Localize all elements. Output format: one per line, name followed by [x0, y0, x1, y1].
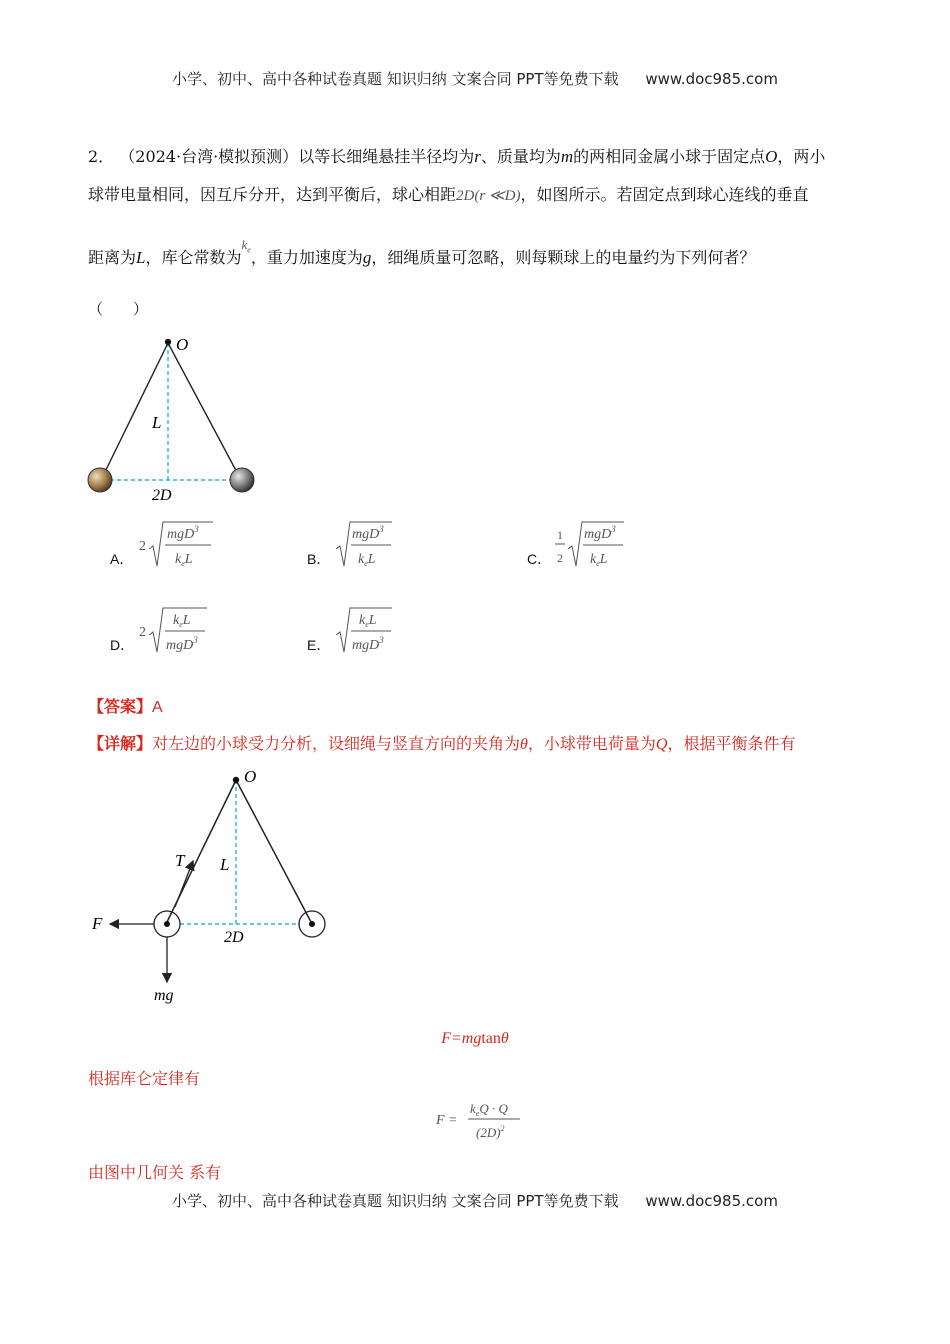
label-O: O	[244, 767, 257, 786]
question-text: 的两相同金属小球于固定点	[573, 147, 766, 166]
label-O: O	[176, 335, 189, 354]
question-line-2	[88, 184, 808, 207]
var-m: m	[560, 147, 574, 166]
question-text: 球带电量相同，因互斥分开，达到平衡后，球心相距	[88, 185, 457, 204]
option-d-formula[interactable]	[135, 604, 215, 659]
var-g: g	[362, 248, 372, 267]
detail-text: ，小球带电荷量为	[527, 734, 656, 753]
right-ball	[230, 468, 254, 492]
answer-value: A	[152, 699, 163, 716]
label-F: F	[92, 914, 103, 933]
svg-text:keL: $k_eL$	[358, 552, 376, 568]
header-site-link[interactable]: www.doc985.com	[645, 70, 778, 88]
answer-tag: 【答案】	[88, 697, 153, 716]
question-text: 距离为	[88, 248, 137, 267]
option-c-label[interactable]: C．	[527, 551, 552, 567]
label-mg: mg	[154, 987, 174, 1004]
svg-text:keQ · Q: $k_eQ \cdot Q$	[470, 1101, 508, 1118]
detail-text: 对左边的小球受力分析，设细绳与竖直方向的夹角为	[152, 734, 521, 753]
svg-text:mgD3: mgD$^3$	[352, 524, 384, 542]
option-e-label[interactable]: E．	[307, 637, 331, 653]
coulomb-law-text: 根据库仑定律有	[88, 1069, 201, 1088]
inline-formula-2D: 2D(r ≪D)	[456, 188, 521, 204]
question-text: ，细绳质量可忽略，则每颗球上的电量约为下列何者？	[371, 248, 756, 267]
pendulum-figure	[80, 330, 280, 510]
left-string	[102, 343, 168, 478]
svg-text:(2D)2: $(2D)^2$	[476, 1124, 505, 1140]
force-diagram	[80, 762, 340, 1012]
svg-text:mgD3: mgD$^3$	[166, 635, 198, 653]
left-ball	[88, 468, 112, 492]
svg-text:mgD3: mgD$^3$	[352, 635, 384, 653]
page-footer	[0, 1190, 950, 1211]
option-a-formula[interactable]	[135, 518, 215, 573]
right-string	[236, 780, 311, 922]
label-2D: 2D	[224, 929, 244, 946]
svg-text:2: 2	[557, 551, 563, 565]
detail-line	[88, 731, 795, 754]
geometry-text: 由图中几何关 系有	[88, 1163, 222, 1182]
var-L: L	[136, 248, 146, 267]
right-string	[168, 343, 240, 478]
svg-text:keL: $k_eL$	[359, 613, 377, 629]
var-ke: ke	[241, 237, 251, 255]
svg-text:mgD3: mgD$^3$	[167, 524, 199, 542]
label-T: T	[175, 851, 185, 870]
page-header	[0, 68, 950, 89]
var-theta: θ	[520, 736, 528, 753]
option-a-label[interactable]: A．	[110, 551, 134, 567]
question-text: ，库仑常数为	[145, 248, 242, 267]
svg-text:2: 2	[139, 539, 146, 554]
var-Q: Q	[655, 736, 668, 753]
question-number: 2．	[88, 147, 115, 166]
label-L: L	[220, 855, 230, 874]
svg-text:keL: $k_eL$	[173, 613, 191, 629]
option-b-formula[interactable]	[328, 518, 408, 573]
option-d-label[interactable]: D．	[110, 637, 135, 653]
option-e-formula[interactable]	[328, 604, 408, 659]
svg-text:mgD3: mgD$^3$	[584, 524, 616, 542]
question-text: ，两小	[777, 147, 826, 166]
right-ball-center	[309, 921, 315, 927]
coulomb-equation	[430, 1096, 530, 1144]
var-O: O	[765, 147, 778, 166]
question-text: ，重力加速度为	[250, 248, 363, 267]
question-text: ，如图所示。若固定点到球心连线的垂直	[520, 185, 809, 204]
detail-text: ，根据平衡条件有	[667, 734, 796, 753]
label-2D: 2D	[152, 487, 172, 504]
option-c-formula[interactable]	[550, 518, 630, 573]
left-ball-center	[164, 921, 170, 927]
svg-text:keL: $k_eL$	[590, 552, 608, 568]
answer-bracket: （ ）	[88, 300, 149, 318]
equation-f-mg-tan: F=mgtanθ	[441, 1030, 509, 1047]
label-L: L	[152, 413, 162, 432]
pivot-point	[165, 339, 171, 345]
svg-text:keL: $k_eL$	[175, 552, 193, 568]
question-line-1	[88, 146, 825, 168]
header-text: 小学、初中、高中各种试卷真题 知识归纳 文案合同 PPT等免费下载	[172, 70, 619, 88]
question-source: （2024·台湾·模拟预测）	[119, 147, 299, 166]
pivot-point	[233, 777, 239, 783]
question-text: 、质量均为	[480, 147, 561, 166]
question-text: 以等长细绳悬挂半径均为	[298, 147, 475, 166]
svg-text:1: 1	[557, 528, 563, 542]
svg-text:F =: F =	[436, 1113, 458, 1128]
answer-line	[88, 694, 163, 717]
footer-text: 小学、初中、高中各种试卷真题 知识归纳 文案合同 PPT等免费下载	[172, 1192, 619, 1210]
var-r: r	[474, 147, 481, 166]
question-line-3	[88, 237, 756, 276]
detail-tag: 【详解】	[88, 734, 153, 753]
footer-site-link[interactable]: www.doc985.com	[645, 1192, 778, 1210]
option-b-label[interactable]: B．	[307, 551, 331, 567]
svg-text:2: 2	[139, 625, 146, 640]
